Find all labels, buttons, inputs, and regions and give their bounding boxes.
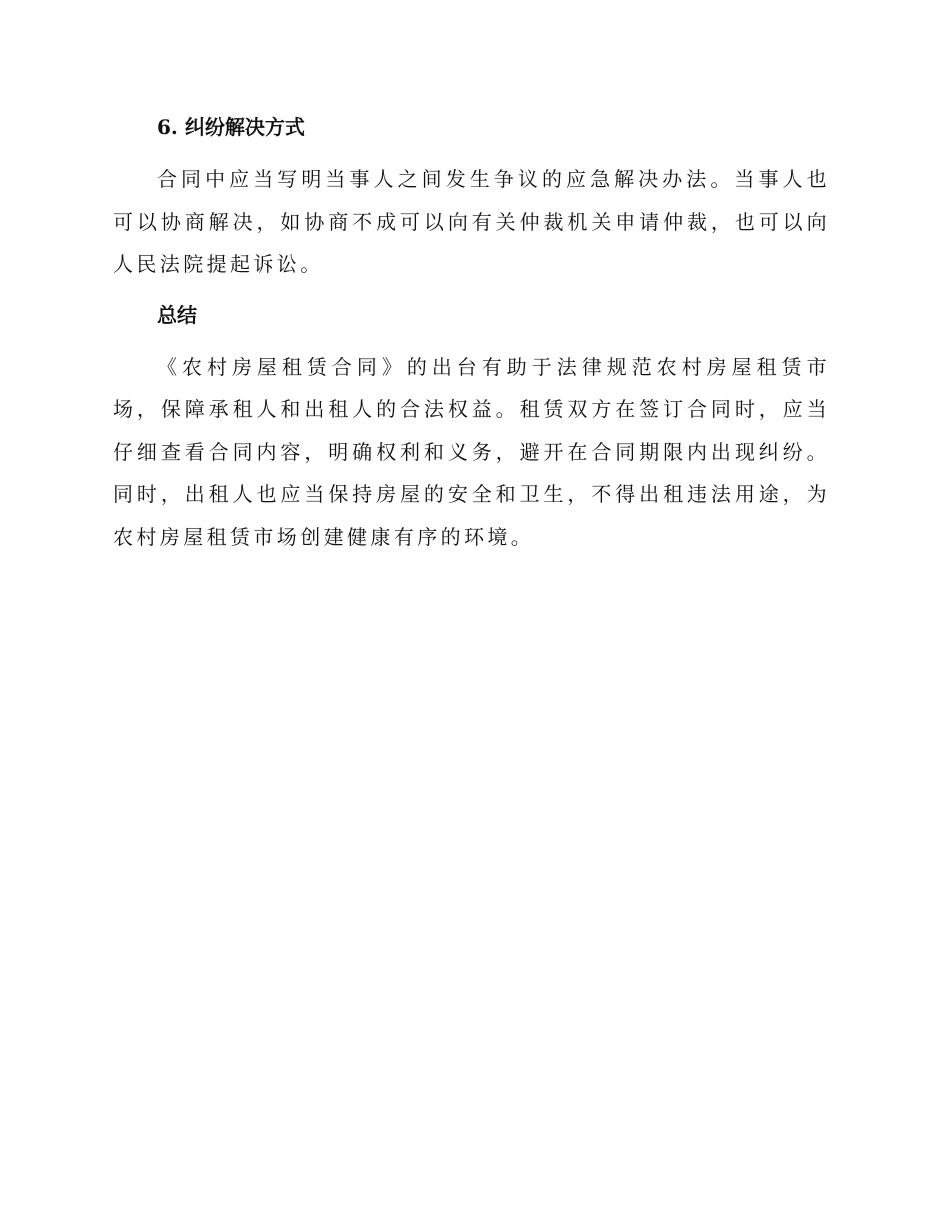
- spacer: [113, 286, 830, 296]
- section-paragraph-summary: 《农村房屋租赁合同》的出台有助于法律规范农村房屋租赁市场，保障承租人和出租人的合法权益。租赁双方在签订合同时，应当仔细查看合同内容，明确权利和义务，避开在合同期限内出现纠纷。同时，出租人也应当保持房屋的安全和卫生，不得出租违法用途，为农村房屋租赁市场创建健康有序的环境。: [113, 354, 830, 549]
- section-heading-dispute-resolution: 6. 纠纷解决方式: [157, 115, 305, 139]
- spacer: [113, 334, 830, 346]
- section-paragraph-dispute-resolution: 合同中应当写明当事人之间发生争议的应急解决办法。当事人也可以协商解决，如协商不成可以向有关仲裁机关申请仲裁，也可以向人民法院提起诉讼。: [113, 167, 830, 276]
- document-page: [113, 108, 830, 558]
- spacer: [113, 146, 830, 158]
- section-heading-summary: 总结: [157, 302, 197, 327]
